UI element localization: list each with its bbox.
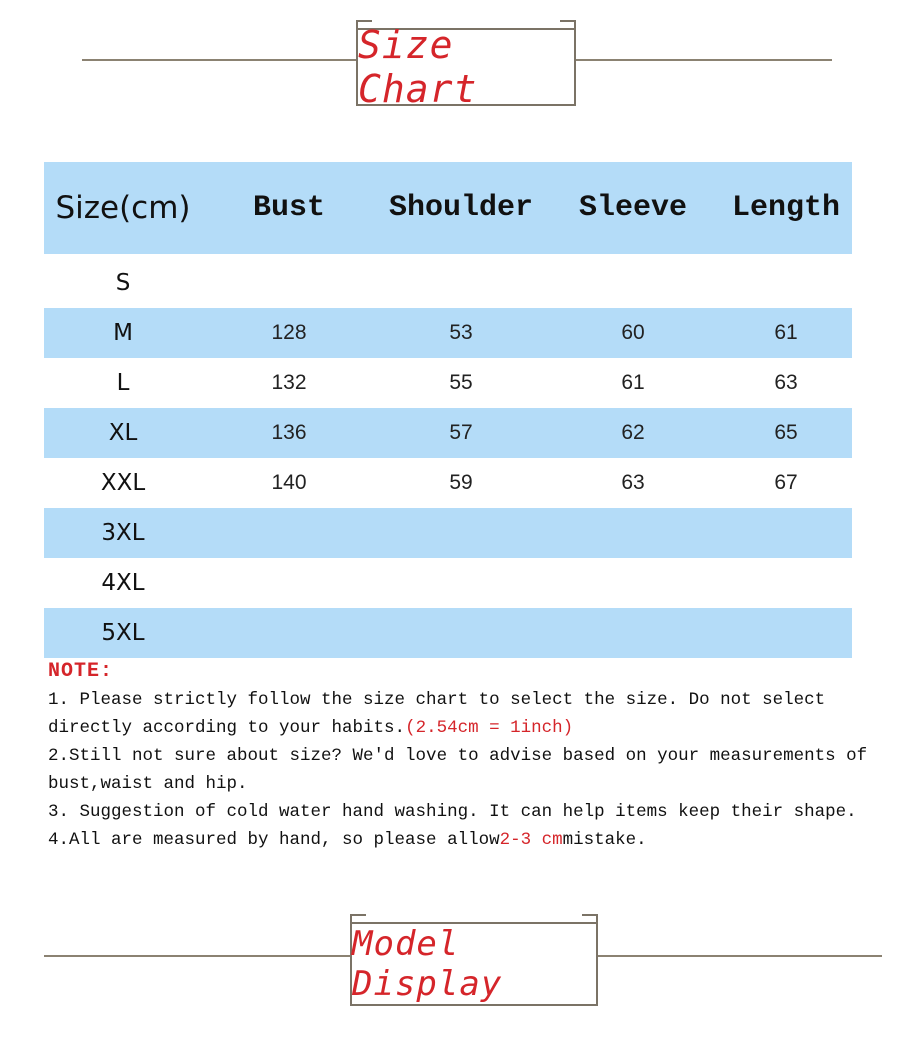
- shoulder-cell: 59: [449, 471, 473, 494]
- note-title: NOTE:: [48, 660, 114, 683]
- note-item: 3. Suggestion of cold water hand washing. It can help items keep their shape.: [48, 802, 857, 822]
- note-item: 2.Still not sure about size? We'd love to advise based on your measurements of bust,waist and hip.: [48, 746, 868, 794]
- bottom-divider-left: [44, 955, 352, 957]
- size-cell: 5XL: [101, 620, 145, 646]
- note-item: [48, 686, 898, 742]
- top-divider-left: [82, 59, 358, 61]
- corner-mark-icon: [560, 20, 576, 36]
- header-bust: Bust: [252, 191, 325, 225]
- table-row: [44, 308, 852, 358]
- note-4-tolerance: 2-3 cm: [499, 830, 563, 850]
- table-row: [44, 258, 852, 308]
- model-display-title-box: [350, 922, 598, 1006]
- sleeve-cell: 62: [621, 421, 645, 444]
- table-row: [44, 558, 852, 608]
- length-cell: 67: [774, 471, 798, 494]
- corner-mark-icon: [582, 914, 598, 930]
- corner-mark-icon: [350, 914, 366, 930]
- table-row: [44, 508, 852, 558]
- top-divider-right: [574, 59, 832, 61]
- size-cell: S: [115, 270, 131, 296]
- bust-cell: 132: [271, 371, 307, 394]
- note-1-text: 1. Please strictly follow the size chart to select the size. Do not select directly according to your habits.: [48, 690, 826, 738]
- header-sleeve: Sleeve: [578, 191, 688, 225]
- length-cell: 61: [774, 321, 798, 344]
- corner-mark-icon: [356, 20, 372, 36]
- size-chart-title: Size Chart: [358, 23, 478, 111]
- length-cell: 63: [774, 371, 798, 394]
- note-4-text: 4.All are measured by hand, so please allow: [48, 830, 500, 850]
- header-size: Size(cm): [55, 190, 191, 226]
- sleeve-cell: 60: [621, 321, 645, 344]
- shoulder-cell: 53: [449, 321, 473, 344]
- size-cell: L: [116, 370, 130, 396]
- bust-cell: 140: [271, 471, 307, 494]
- bust-cell: 136: [271, 421, 307, 444]
- size-table: [44, 162, 852, 658]
- table-header-row: [44, 162, 852, 254]
- sleeve-cell: 61: [621, 371, 645, 394]
- model-display-title: Model Display: [352, 924, 503, 1004]
- bottom-divider-right: [596, 955, 882, 957]
- shoulder-cell: 55: [449, 371, 473, 394]
- shoulder-cell: 57: [449, 421, 473, 444]
- size-cell: 4XL: [101, 570, 145, 596]
- note-1-conversion: (2.54cm = 1inch): [405, 718, 574, 738]
- table-row: [44, 358, 852, 408]
- table-row: [44, 608, 852, 658]
- size-chart-title-box: [356, 23, 576, 111]
- note-item: [48, 826, 898, 854]
- table-row: [44, 408, 852, 458]
- bust-cell: 128: [271, 321, 307, 344]
- size-cell: 3XL: [101, 520, 145, 546]
- header-length: Length: [731, 191, 841, 225]
- length-cell: 65: [774, 421, 798, 444]
- size-cell: M: [113, 320, 133, 346]
- note-4-text-end: mistake.: [562, 830, 647, 850]
- size-cell: XXL: [100, 470, 146, 496]
- table-row: [44, 458, 852, 508]
- sleeve-cell: 63: [621, 471, 645, 494]
- header-shoulder: Shoulder: [388, 191, 534, 225]
- size-cell: XL: [108, 420, 138, 446]
- notes-section: [48, 658, 898, 854]
